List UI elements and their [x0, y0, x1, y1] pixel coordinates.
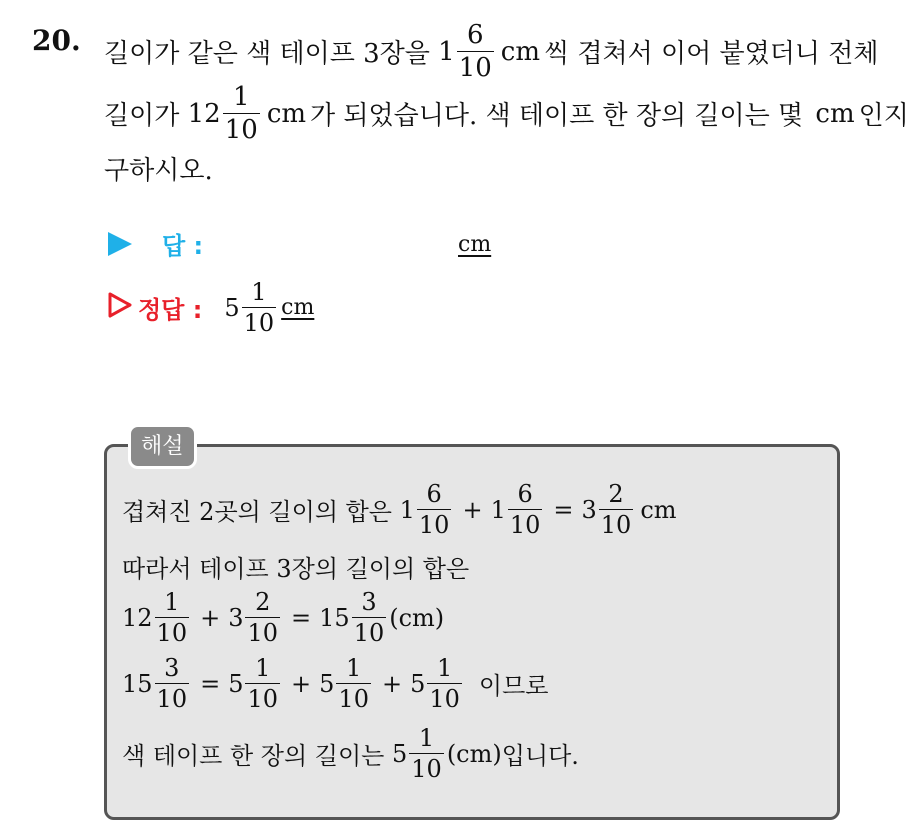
mixed-number-whole: 1	[438, 36, 455, 67]
fraction-denominator: 10	[600, 511, 632, 539]
unit-label: cm	[500, 36, 541, 67]
unit-label: cm	[815, 98, 855, 129]
fraction-numerator: 6	[426, 480, 442, 508]
plus-operator: +	[200, 603, 221, 632]
explanation-text: 색 테이프 한 장의 길이는	[122, 742, 392, 770]
mixed-number-whole: 5	[228, 669, 244, 698]
fraction-numerator: 3	[164, 654, 180, 682]
mixed-number-whole: 5	[224, 293, 240, 322]
fraction	[508, 482, 543, 537]
fraction-denominator: 10	[353, 619, 385, 647]
explanation-tab: 해설	[128, 424, 197, 469]
fraction-denominator: 10	[247, 619, 279, 647]
fraction-denominator: 10	[338, 685, 369, 713]
explanation-text: 이므로	[478, 672, 549, 700]
fraction	[409, 726, 444, 781]
fraction-denominator: 10	[224, 115, 258, 145]
unit-label: cm	[281, 295, 315, 320]
fraction	[417, 482, 452, 537]
fraction-numerator: 1	[232, 82, 250, 112]
question-line-1	[104, 22, 878, 81]
fraction-numerator: 1	[418, 724, 435, 752]
answer-blank-unit: cm	[458, 232, 492, 257]
fraction	[427, 656, 462, 711]
fraction-numerator: 2	[255, 588, 271, 616]
fraction	[457, 22, 494, 81]
mixed-number-whole: 5	[319, 669, 335, 698]
outline-triangle-icon	[108, 292, 132, 324]
mixed-number-whole: 15	[122, 669, 153, 698]
correct-answer-label: 정답 :	[138, 296, 203, 324]
fraction-denominator: 10	[243, 309, 275, 337]
fraction-numerator: 3	[361, 588, 377, 616]
fraction	[245, 590, 280, 645]
explanation-line-1	[122, 482, 681, 537]
fraction-numerator: 6	[517, 480, 533, 508]
mixed-number-whole: 12	[122, 603, 153, 632]
fraction-denominator: 10	[458, 53, 492, 83]
question-text: 길이가	[104, 101, 188, 131]
mixed-number-whole: 5	[410, 669, 426, 698]
answer-label: 답 :	[162, 232, 204, 260]
plus-operator: +	[462, 495, 483, 524]
play-triangle-icon	[108, 232, 132, 256]
explanation-line-5	[122, 726, 579, 781]
fraction-denominator: 10	[418, 511, 450, 539]
explanation-text: 입니다.	[501, 742, 579, 770]
fraction	[223, 84, 260, 143]
fraction	[155, 656, 190, 711]
mixed-number-whole: 3	[228, 603, 244, 632]
fraction-denominator: 10	[247, 685, 279, 713]
unit-label: (cm)	[389, 603, 445, 632]
explanation-line-3	[122, 590, 444, 645]
correct-answer-row	[108, 280, 314, 335]
fraction-denominator: 10	[156, 619, 188, 647]
fraction	[336, 656, 371, 711]
explanation-line-4	[122, 656, 548, 711]
mixed-number-whole: 1	[399, 495, 415, 524]
fraction-denominator: 10	[509, 511, 541, 539]
fraction-numerator: 1	[251, 278, 267, 306]
question-text: 인지	[858, 101, 909, 131]
question-text: 가 되었습니다. 색 테이프 한 장의 길이는 몇	[310, 101, 812, 131]
fraction-numerator: 2	[608, 480, 624, 508]
fraction-numerator: 6	[466, 20, 484, 50]
mixed-number-whole: 15	[319, 603, 350, 632]
unit-label: (cm)	[446, 739, 502, 768]
fraction-denominator: 10	[411, 755, 442, 783]
fraction	[599, 482, 634, 537]
fraction-numerator: 1	[164, 588, 180, 616]
question-line-2	[104, 84, 909, 143]
explanation-line-2	[122, 549, 469, 584]
mixed-number-whole: 3	[581, 495, 597, 524]
plus-operator: +	[381, 669, 403, 698]
fraction-numerator: 1	[255, 654, 271, 682]
mixed-number-whole: 1	[490, 495, 506, 524]
question-text: 길이가 같은 색 테이프 3장을	[104, 39, 439, 69]
fraction-numerator: 1	[436, 654, 453, 682]
fraction-numerator: 1	[346, 654, 362, 682]
explanation-text: 따라서 테이프 3장의 길이의 합은	[122, 555, 470, 583]
explanation-text: 겹쳐진 2곳의 길이의 합은	[122, 498, 400, 526]
question-line-3	[104, 150, 213, 187]
fraction-denominator: 10	[156, 685, 188, 713]
equals-operator: =	[553, 495, 574, 524]
mixed-number-whole: 12	[187, 98, 221, 129]
answer-row	[108, 226, 203, 261]
equals-operator: =	[200, 669, 221, 698]
fraction	[352, 590, 387, 645]
question-text: 구하시오.	[104, 156, 213, 186]
question-text: 씩 겹쳐서 이어 붙였더니 전체	[544, 39, 879, 69]
fraction	[155, 590, 190, 645]
unit-label: cm	[640, 495, 677, 524]
unit-label: cm	[266, 98, 307, 129]
mixed-number-whole: 5	[391, 739, 408, 768]
plus-operator: +	[291, 669, 312, 698]
fraction-denominator: 10	[429, 685, 460, 713]
question-number: 20.	[32, 24, 81, 57]
equals-operator: =	[291, 603, 312, 632]
fraction	[242, 280, 277, 335]
fraction	[245, 656, 280, 711]
